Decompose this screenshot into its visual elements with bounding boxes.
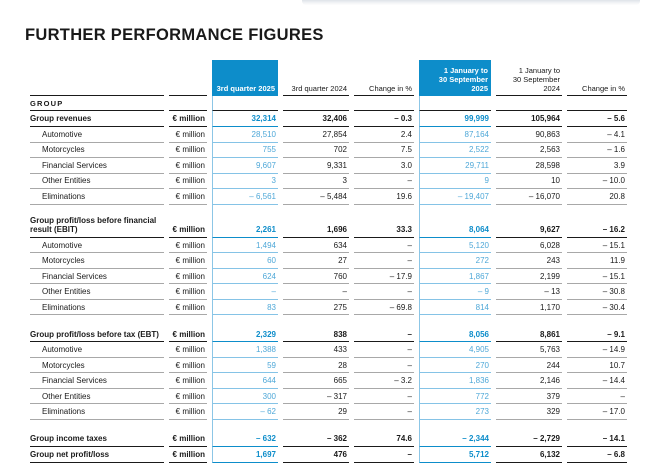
row-label: Automotive [30,342,164,358]
row-label: Automotive [30,127,164,143]
row-label: Group revenues [30,111,164,127]
table-row [30,127,627,143]
table-row [30,253,627,269]
value-cell: – 317 [283,389,349,405]
unit-cell: € million [169,389,207,405]
value-cell: 2,563 [496,143,562,159]
value-cell: – 10.0 [567,174,627,190]
table-row [30,326,627,342]
value-cell: 105,964 [496,111,562,127]
column-header-change-9m: Change in % [567,60,627,96]
table-row [30,300,627,316]
value-cell: – 9 [419,284,491,300]
value-cell: 3.9 [567,158,627,174]
row-label: Other Entities [30,389,164,405]
unit-cell: € million [169,373,207,389]
performance-figures-table [25,60,632,463]
value-cell: 665 [283,373,349,389]
value-cell: 6,028 [496,238,562,254]
value-cell: – 3.2 [354,373,414,389]
value-cell: 10.7 [567,358,627,374]
unit-cell: € million [169,342,207,358]
value-cell: 59 [212,358,278,374]
row-label: Other Entities [30,284,164,300]
label-column-header [30,60,164,96]
value-cell: 9,627 [496,216,562,238]
value-cell: – [354,389,414,405]
row-label: Motorcycles [30,358,164,374]
table-row [30,111,627,127]
value-cell: 1,697 [212,447,278,463]
value-cell: 60 [212,253,278,269]
table-row [30,431,627,447]
value-cell: 5,763 [496,342,562,358]
row-label: Automotive [30,238,164,254]
group-heading: GROUP [30,96,164,111]
value-cell: 772 [419,389,491,405]
row-label: Motorcycles [30,143,164,159]
value-cell: 3 [212,174,278,190]
value-cell: 433 [283,342,349,358]
row-label: Group net profit/loss [30,447,164,463]
row-label: Group profit/loss before financial result (EBIT) [30,216,164,238]
value-cell: – 30.4 [567,300,627,316]
section-spacer [30,205,627,216]
value-cell: 32,314 [212,111,278,127]
unit-cell: € million [169,447,207,463]
value-cell: 3.0 [354,158,414,174]
value-cell: – [354,342,414,358]
table-row [30,174,627,190]
row-label: Eliminations [30,300,164,316]
table-row [30,373,627,389]
value-cell: 19.6 [354,189,414,205]
value-cell: 760 [283,269,349,285]
row-label: Motorcycles [30,253,164,269]
value-cell: 1,867 [419,269,491,285]
value-cell: – 632 [212,431,278,447]
table-row [30,284,627,300]
value-cell: 1,836 [419,373,491,389]
value-cell: 379 [496,389,562,405]
value-cell: 755 [212,143,278,159]
value-cell: – 2,344 [419,431,491,447]
column-header-9m-2025: 1 January to 30 September 2025 [419,60,491,96]
table-row [30,216,627,238]
value-cell: 33.3 [354,216,414,238]
value-cell: 29,711 [419,158,491,174]
value-cell: – 17.9 [354,269,414,285]
row-label: Other Entities [30,174,164,190]
value-cell: 2,199 [496,269,562,285]
row-label: Group profit/loss before tax (EBT) [30,326,164,342]
value-cell: – [354,284,414,300]
value-cell: – 1.6 [567,143,627,159]
table-row [30,358,627,374]
value-cell: 1,170 [496,300,562,316]
row-label: Eliminations [30,189,164,205]
row-label: Financial Services [30,373,164,389]
value-cell: 2,261 [212,216,278,238]
table-row [30,404,627,420]
unit-cell: € million [169,111,207,127]
value-cell: 28,510 [212,127,278,143]
value-cell: – 5,484 [283,189,349,205]
value-cell: – [212,284,278,300]
value-cell: 2,146 [496,373,562,389]
value-cell: 3 [283,174,349,190]
column-header-9m-2024: 1 January to 30 September 2024 [496,60,562,96]
table-row [30,143,627,159]
unit-cell: € million [169,174,207,190]
value-cell: 243 [496,253,562,269]
unit-cell: € million [169,253,207,269]
value-cell: 28,598 [496,158,562,174]
value-cell: – [567,389,627,405]
row-label: Eliminations [30,404,164,420]
value-cell: – [354,447,414,463]
value-cell: – 14.9 [567,342,627,358]
value-cell: – 6,561 [212,189,278,205]
value-cell: 6,132 [496,447,562,463]
value-cell: – 13 [496,284,562,300]
value-cell: – 14.1 [567,431,627,447]
value-cell: 8,056 [419,326,491,342]
value-cell: 838 [283,326,349,342]
value-cell: 329 [496,404,562,420]
value-cell: – [354,404,414,420]
column-header-q3-2025: 3rd quarter 2025 [212,60,278,96]
row-label: Group income taxes [30,431,164,447]
value-cell: 5,712 [419,447,491,463]
value-cell: – 5.6 [567,111,627,127]
value-cell: 275 [283,300,349,316]
value-cell: – 14.4 [567,373,627,389]
value-cell: – [354,174,414,190]
unit-cell: € million [169,189,207,205]
unit-cell: € million [169,238,207,254]
value-cell: 32,406 [283,111,349,127]
value-cell: – 9.1 [567,326,627,342]
value-cell: – 62 [212,404,278,420]
unit-cell: € million [169,269,207,285]
value-cell: 634 [283,238,349,254]
value-cell: – 6.8 [567,447,627,463]
value-cell: 28 [283,358,349,374]
value-cell: 5,120 [419,238,491,254]
unit-cell: € million [169,284,207,300]
value-cell: 2,329 [212,326,278,342]
value-cell: 814 [419,300,491,316]
value-cell: – 16.2 [567,216,627,238]
value-cell: – 69.8 [354,300,414,316]
value-cell: 87,164 [419,127,491,143]
value-cell: 644 [212,373,278,389]
table-row [30,269,627,285]
unit-column-header [169,60,207,96]
value-cell: 702 [283,143,349,159]
value-cell: – [354,326,414,342]
value-cell: 4,905 [419,342,491,358]
value-cell: 27,854 [283,127,349,143]
unit-cell: € million [169,431,207,447]
value-cell: – 16,070 [496,189,562,205]
unit-cell: € million [169,216,207,238]
unit-cell: € million [169,127,207,143]
value-cell: 8,861 [496,326,562,342]
value-cell: 273 [419,404,491,420]
value-cell: 270 [419,358,491,374]
value-cell: 83 [212,300,278,316]
value-cell: – 17.0 [567,404,627,420]
unit-cell: € million [169,158,207,174]
value-cell: 272 [419,253,491,269]
value-cell: 244 [496,358,562,374]
value-cell: 1,696 [283,216,349,238]
value-cell: 1,388 [212,342,278,358]
value-cell: 29 [283,404,349,420]
value-cell: – 30.8 [567,284,627,300]
value-cell: – 4.1 [567,127,627,143]
unit-cell: € million [169,300,207,316]
value-cell: 74.6 [354,431,414,447]
group-heading-row [30,96,627,111]
value-cell: 9,331 [283,158,349,174]
table-row [30,342,627,358]
value-cell: – [354,238,414,254]
value-cell: – [354,253,414,269]
page-title: FURTHER PERFORMANCE FIGURES [25,26,324,44]
value-cell: 624 [212,269,278,285]
column-header-q3-2024: 3rd quarter 2024 [283,60,349,96]
table-row [30,447,627,463]
value-cell: 9,607 [212,158,278,174]
table-row [30,238,627,254]
column-header-change-q: Change in % [354,60,414,96]
page-edge-shadow [302,0,640,5]
value-cell: 2.4 [354,127,414,143]
table-row [30,389,627,405]
value-cell: 1,494 [212,238,278,254]
value-cell: 90,863 [496,127,562,143]
value-cell: – 15.1 [567,269,627,285]
value-cell: – 15.1 [567,238,627,254]
value-cell: 9 [419,174,491,190]
unit-cell: € million [169,404,207,420]
table-header-row [30,60,627,96]
table-row [30,189,627,205]
value-cell: 11.9 [567,253,627,269]
value-cell: – 0.3 [354,111,414,127]
row-label: Financial Services [30,269,164,285]
value-cell: 7.5 [354,143,414,159]
value-cell: – 2,729 [496,431,562,447]
value-cell: – 362 [283,431,349,447]
value-cell: 20.8 [567,189,627,205]
value-cell: 99,999 [419,111,491,127]
unit-cell: € million [169,358,207,374]
value-cell: – 19,407 [419,189,491,205]
value-cell: 10 [496,174,562,190]
value-cell: 27 [283,253,349,269]
value-cell: 2,522 [419,143,491,159]
table-row [30,158,627,174]
unit-cell: € million [169,326,207,342]
unit-cell: € million [169,143,207,159]
value-cell: – [283,284,349,300]
value-cell: 476 [283,447,349,463]
section-spacer [30,315,627,326]
section-spacer [30,420,627,431]
row-label: Financial Services [30,158,164,174]
value-cell: 8,064 [419,216,491,238]
value-cell: – [354,358,414,374]
value-cell: 300 [212,389,278,405]
